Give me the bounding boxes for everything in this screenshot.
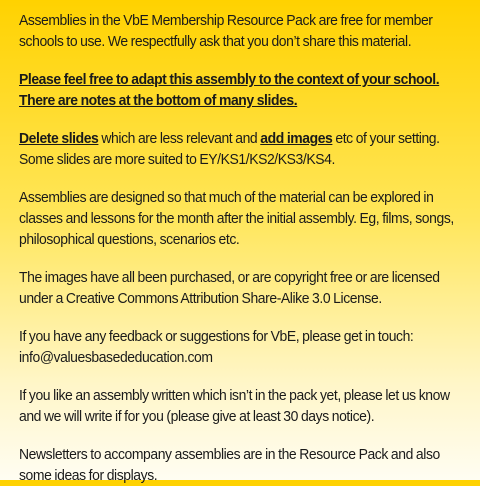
- spacer: [19, 309, 468, 326]
- delete-slides-paragraph: [19, 128, 470, 170]
- feedback-paragraph: If you have any feedback or suggestions for VbE, please get in touch: info@valuesbasededucation.com: [19, 328, 414, 366]
- member-notice: Assemblies in the VbE Membership Resource Pack are free for member schools to use. We respectfully ask that you don’t share this material.: [19, 12, 433, 50]
- assembly-design-paragraph: Assemblies are designed so that much of the material can be explored in classes and lessons for the month after the initial assembly. Eg, films, songs, philosophical questions, scenarios etc.: [19, 189, 454, 248]
- spacer: [19, 52, 468, 69]
- spacer: [19, 250, 468, 267]
- newsletters-paragraph: Newsletters to accompany assemblies are in the Resource Pack and also some ideas for displays.: [19, 446, 440, 484]
- image-license-paragraph: The images have all been purchased, or are copyright free or are licensed under a Creative Commons Attribution Share-Alike 3.0 License.: [19, 269, 440, 307]
- request-assembly-paragraph: If you like an assembly written which isn’t in the pack yet, please let us know and we will write if for you (please give at least 30 days notice).: [19, 387, 450, 425]
- add-images-text: add images: [260, 130, 333, 147]
- adapt-notice: Please feel free to adapt this assembly to the context of your school. There are notes at the bottom of many slides.: [19, 71, 440, 109]
- spacer: [19, 170, 468, 187]
- delete-slides-text: Delete slides: [19, 130, 99, 147]
- spacer: [19, 427, 468, 444]
- spacer: [19, 368, 468, 385]
- delete-slides-end-text: etc of your setting. Some slides are more suited to EY/KS1/KS2/KS3/KS4.: [19, 130, 440, 168]
- delete-slides-mid-text: which are less relevant and: [98, 130, 261, 147]
- spacer: [19, 111, 468, 128]
